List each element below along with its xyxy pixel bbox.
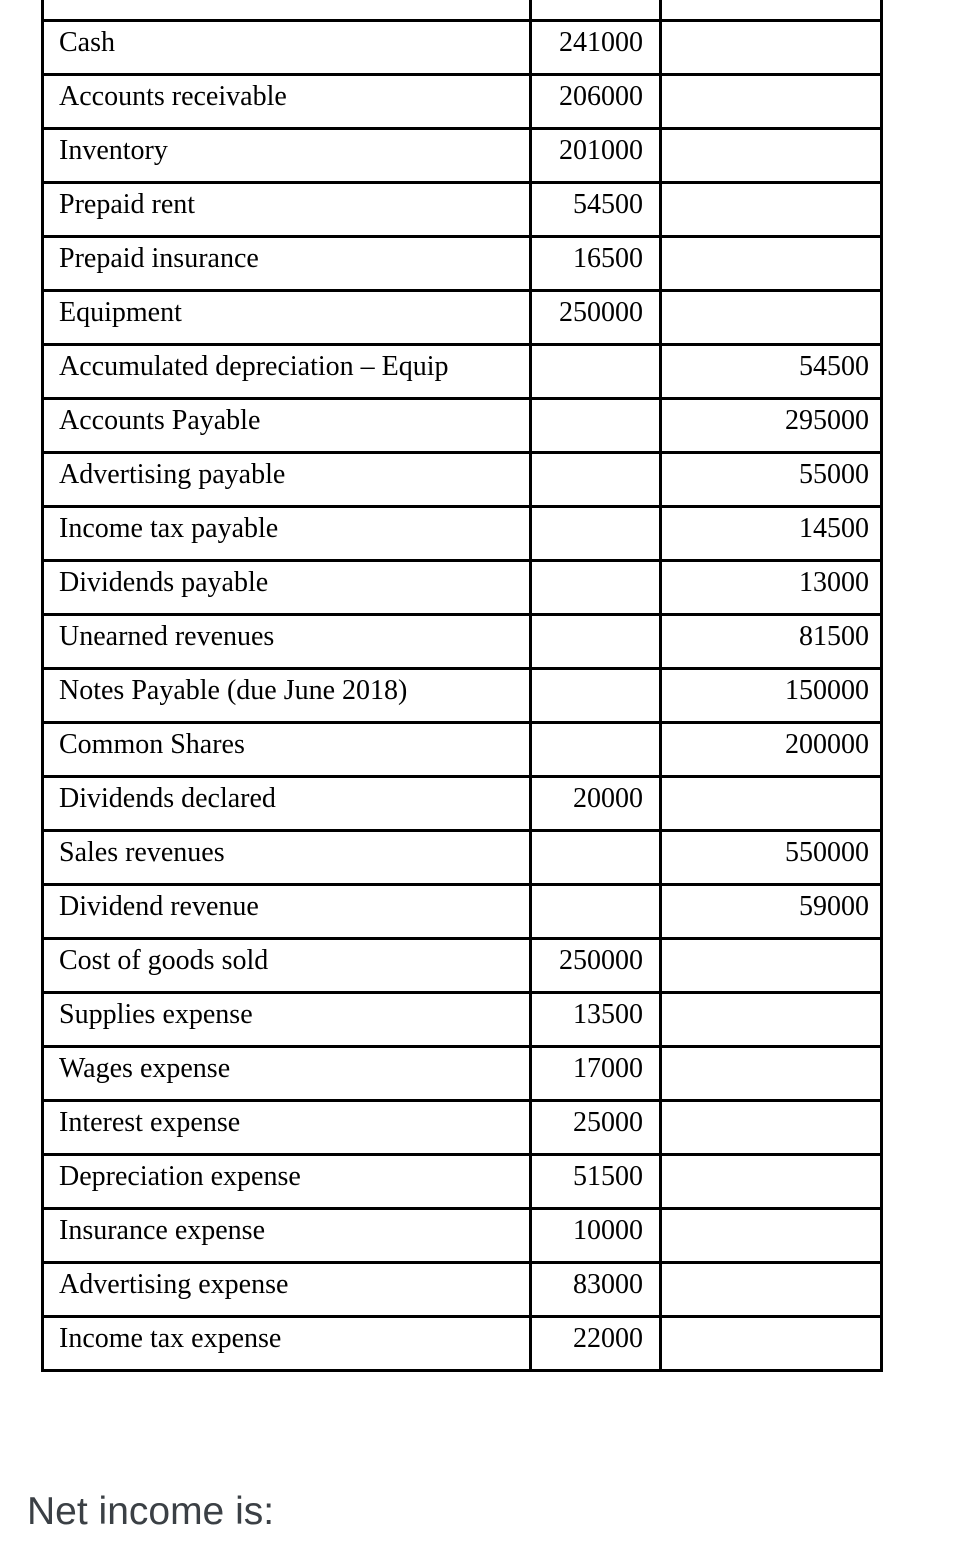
account-cell: Interest expense xyxy=(43,1101,531,1155)
credit-cell: 81500 xyxy=(661,615,882,669)
credit-cell xyxy=(661,1317,882,1371)
account-cell: Accounts Payable xyxy=(43,399,531,453)
table-row xyxy=(43,1101,882,1155)
credit-cell xyxy=(661,75,882,129)
credit-cell xyxy=(661,183,882,237)
credit-cell: 14500 xyxy=(661,507,882,561)
table-row xyxy=(43,669,882,723)
credit-cell xyxy=(661,1209,882,1263)
table-row xyxy=(43,993,882,1047)
debit-cell: 22000 xyxy=(531,1317,661,1371)
account-cell: Notes Payable (due June 2018) xyxy=(43,669,531,723)
debit-cell: 250000 xyxy=(531,939,661,993)
credit-cell xyxy=(661,291,882,345)
account-cell: Prepaid rent xyxy=(43,183,531,237)
credit-cell xyxy=(661,939,882,993)
table-row xyxy=(43,1263,882,1317)
account-cell: Inventory xyxy=(43,129,531,183)
table-row xyxy=(43,129,882,183)
table-row xyxy=(43,183,882,237)
debit-cell: 17000 xyxy=(531,1047,661,1101)
table-row xyxy=(43,1209,882,1263)
credit-cell xyxy=(661,1263,882,1317)
debit-cell xyxy=(531,507,661,561)
account-cell: Common Shares xyxy=(43,723,531,777)
table-row xyxy=(43,291,882,345)
account-cell: Income tax expense xyxy=(43,1317,531,1371)
table-body xyxy=(43,0,882,1371)
debit-cell: 206000 xyxy=(531,75,661,129)
table-row xyxy=(43,885,882,939)
partial-top-row xyxy=(43,0,882,21)
account-cell: Depreciation expense xyxy=(43,1155,531,1209)
account-cell: Supplies expense xyxy=(43,993,531,1047)
credit-cell xyxy=(661,21,882,75)
debit-cell xyxy=(531,615,661,669)
table-row xyxy=(43,1155,882,1209)
debit-cell: 51500 xyxy=(531,1155,661,1209)
account-cell: Income tax payable xyxy=(43,507,531,561)
debit-cell xyxy=(531,561,661,615)
account-cell: Cost of goods sold xyxy=(43,939,531,993)
debit-cell: 25000 xyxy=(531,1101,661,1155)
table-row xyxy=(43,453,882,507)
table-row xyxy=(43,723,882,777)
account-cell: Advertising payable xyxy=(43,453,531,507)
debit-cell: 13500 xyxy=(531,993,661,1047)
table-row xyxy=(43,507,882,561)
account-cell: Accumulated depreciation – Equip xyxy=(43,345,531,399)
debit-cell: 10000 xyxy=(531,1209,661,1263)
debit-cell xyxy=(531,669,661,723)
table-row xyxy=(43,939,882,993)
debit-cell xyxy=(531,453,661,507)
debit-cell: 250000 xyxy=(531,291,661,345)
table-row xyxy=(43,345,882,399)
credit-cell: 150000 xyxy=(661,669,882,723)
debit-cell xyxy=(531,0,661,21)
account-cell: Accounts receivable xyxy=(43,75,531,129)
credit-cell: 13000 xyxy=(661,561,882,615)
credit-cell xyxy=(661,0,882,21)
account-cell: Equipment xyxy=(43,291,531,345)
account-cell: Prepaid insurance xyxy=(43,237,531,291)
account-cell: Advertising expense xyxy=(43,1263,531,1317)
net-income-question: Net income is: xyxy=(27,1490,275,1533)
credit-cell xyxy=(661,237,882,291)
table-row xyxy=(43,777,882,831)
debit-cell: 83000 xyxy=(531,1263,661,1317)
credit-cell: 295000 xyxy=(661,399,882,453)
table-row xyxy=(43,1317,882,1371)
debit-cell xyxy=(531,345,661,399)
debit-cell: 16500 xyxy=(531,237,661,291)
account-cell: Dividends payable xyxy=(43,561,531,615)
account-cell: Cash xyxy=(43,21,531,75)
table-row xyxy=(43,615,882,669)
table-row xyxy=(43,831,882,885)
credit-cell xyxy=(661,993,882,1047)
debit-cell xyxy=(531,399,661,453)
account-cell: Unearned revenues xyxy=(43,615,531,669)
table-row xyxy=(43,561,882,615)
debit-cell: 20000 xyxy=(531,777,661,831)
credit-cell: 550000 xyxy=(661,831,882,885)
account-cell: Dividends declared xyxy=(43,777,531,831)
account-cell: Sales revenues xyxy=(43,831,531,885)
debit-cell xyxy=(531,831,661,885)
credit-cell: 200000 xyxy=(661,723,882,777)
table-row xyxy=(43,75,882,129)
credit-cell xyxy=(661,1047,882,1101)
credit-cell xyxy=(661,1155,882,1209)
table-row xyxy=(43,1047,882,1101)
account-cell: Insurance expense xyxy=(43,1209,531,1263)
debit-cell: 54500 xyxy=(531,183,661,237)
table-row xyxy=(43,399,882,453)
debit-cell xyxy=(531,885,661,939)
account-cell xyxy=(43,0,531,21)
credit-cell xyxy=(661,1101,882,1155)
credit-cell xyxy=(661,129,882,183)
debit-cell xyxy=(531,723,661,777)
credit-cell xyxy=(661,777,882,831)
credit-cell: 55000 xyxy=(661,453,882,507)
trial-balance-table xyxy=(41,0,883,1372)
credit-cell: 59000 xyxy=(661,885,882,939)
credit-cell: 54500 xyxy=(661,345,882,399)
table-row xyxy=(43,21,882,75)
account-cell: Dividend revenue xyxy=(43,885,531,939)
table-row xyxy=(43,237,882,291)
account-cell: Wages expense xyxy=(43,1047,531,1101)
debit-cell: 241000 xyxy=(531,21,661,75)
debit-cell: 201000 xyxy=(531,129,661,183)
